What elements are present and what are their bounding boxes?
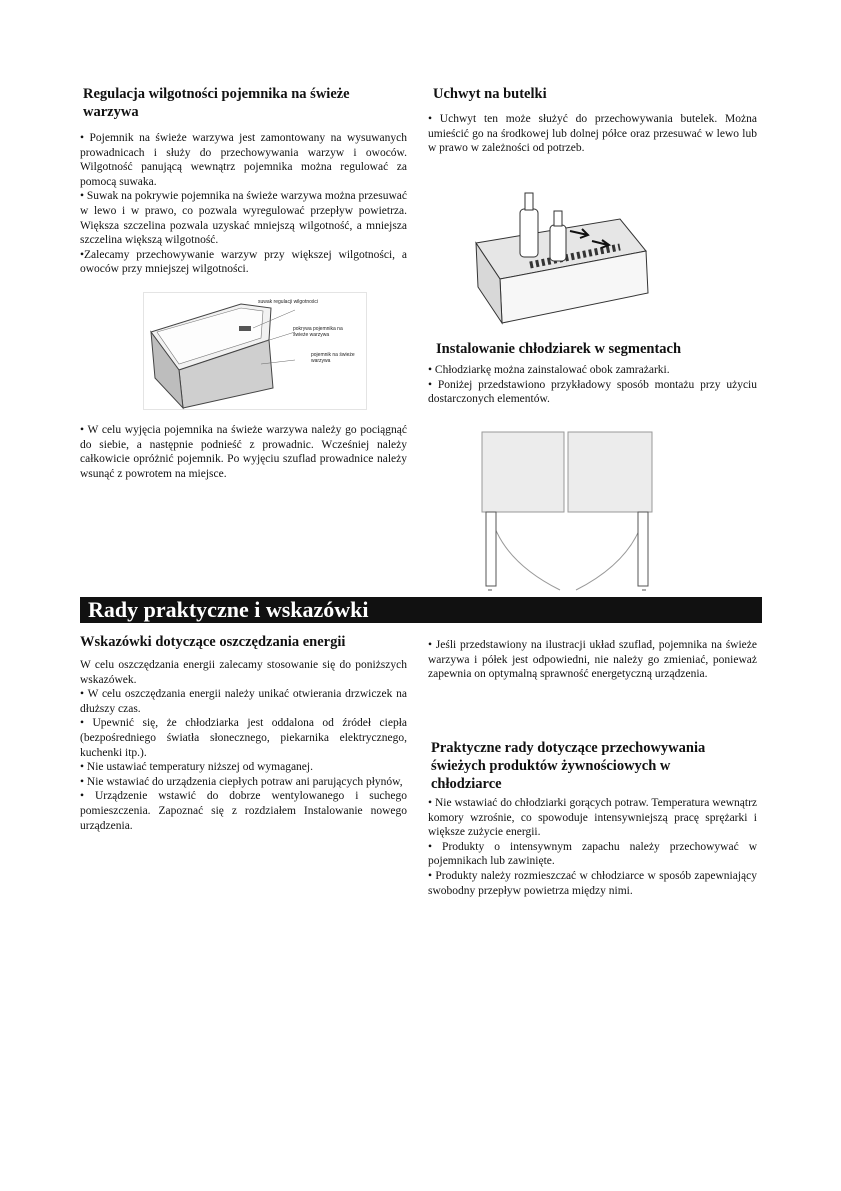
crisper-humidity-heading: Regulacja wilgotności pojemnika na świeże warzywa xyxy=(83,86,350,120)
paragraph: • Pojemnik na świeże warzywa jest zamontowany na wysuwanych prowadnicach i służy do przechowywania warzyw i owoców. Wilgotność panującą wewnątrz pojemnika można regulować za pomocą suwaka. xyxy=(80,132,407,188)
paragraph: • Nie ustawiać temperatury niższej od wymaganej. xyxy=(80,761,313,774)
energy-saving-heading: Wskazówki dotyczące oszczędzania energii xyxy=(80,634,346,650)
cover-label: pokrywa pojemnika na świeże warzywa xyxy=(293,326,343,338)
storage-tips-heading: Praktyczne rady dotyczące przechowywania świeżych produktów żywnościowych w chłodziarce xyxy=(431,740,706,792)
paragraph: • W celu oszczędzania energii należy unikać otwierania drzwiczek na dłuższy czas. xyxy=(80,688,407,715)
crisper-removal-text xyxy=(80,423,407,481)
paragraph: • Urządzenie wstawić do dobrze wentylowanego i suchego pomieszczenia. Zapoznać się z rozdziałem Instalowanie nowego urządzenia. xyxy=(80,790,407,832)
slider-label: suwak regulacji wilgotności xyxy=(258,299,319,305)
installation-text xyxy=(428,363,757,407)
paragraph: • Poniżej przedstawiono przykładowy sposób montażu przy użyciu dostarczonych elementów. xyxy=(428,378,757,406)
paragraph: • Nie wstawiać do chłodziarki gorących potraw. Temperatura wewnątrz komory wzrośnie, co spowoduje intensywniejszą pracę sprężarki i większe zużycie energii. xyxy=(428,797,757,839)
storage-tips-text xyxy=(428,796,757,898)
side-by-side-illustration xyxy=(480,430,655,595)
drawer-layout-note xyxy=(428,638,757,682)
bottle-holder-illustration xyxy=(470,183,660,328)
paragraph: W celu oszczędzania energii zalecamy stosowanie się do poniższych wskazówek. xyxy=(80,659,407,686)
paragraph: • W celu wyjęcia pojemnika na świeże warzywa należy go pociągnąć do siebie, a następnie podnieść z prowadnic. Wcześniej należy całkowicie opróżnić pojemnik. Po wyjęciu szuflad prowadnice należy wsunąć z powrotem na miejsce. xyxy=(80,424,407,480)
paragraph: • Uchwyt ten może służyć do przechowywania butelek. Można umieścić go na środkowej lub dolnej półce oraz przesuwać w lewo lub w prawo w zależności od potrzeb. xyxy=(428,113,757,155)
bottle-holder-text xyxy=(428,112,757,156)
crisper-label: pojemnik na świeże warzywa xyxy=(311,352,355,364)
paragraph: • Suwak na pokrywie pojemnika na świeże warzywa można przesuwać w lewo i w prawo, co pozwala wyregulować przepływ powietrza. Większa szczelina pozwala uzyskać mniejszą wilgotność, a mniejsza szczelina większą wilgotność. xyxy=(80,190,407,247)
paragraph: •Zalecamy przechowywanie warzyw przy większej wilgotności, a owoców przy mniejszej wilgotności. xyxy=(80,248,407,276)
paragraph: • Upewnić się, że chłodziarka jest oddalona od źródeł ciepła (bezpośredniego światła słonecznego, piekarnika elektrycznego, kuchenki itp.). xyxy=(80,717,407,759)
paragraph: • Chłodziarkę można zainstalować obok zamrażarki. xyxy=(428,364,670,376)
section-banner: Rady praktyczne i wskazówki xyxy=(80,597,762,623)
bottle-holder-heading: Uchwyt na butelki xyxy=(433,86,547,102)
energy-saving-text xyxy=(80,658,407,833)
crisper-drawer-illustration xyxy=(143,292,367,410)
paragraph: • Produkty należy rozmieszczać w chłodziarce w sposób zapewniający swobodny przepływ powietrza między nimi. xyxy=(428,869,757,897)
paragraph: • Jeśli przedstawiony na ilustracji układ szuflad, pojemnika na świeże warzywa i półek jest odpowiedni, nie należy go zmieniać, ponieważ zapewnia on optymalną sprawność energetyczną urządzenia. xyxy=(428,639,757,681)
installation-heading: Instalowanie chłodziarek w segmentach xyxy=(436,341,682,357)
paragraph: • Produkty o intensywnym zapachu należy przechowywać w pojemnikach lub zawinięte. xyxy=(428,840,757,868)
crisper-humidity-text xyxy=(80,131,407,277)
paragraph: • Nie wstawiać do urządzenia ciepłych potraw ani parujących płynów, xyxy=(80,775,403,788)
